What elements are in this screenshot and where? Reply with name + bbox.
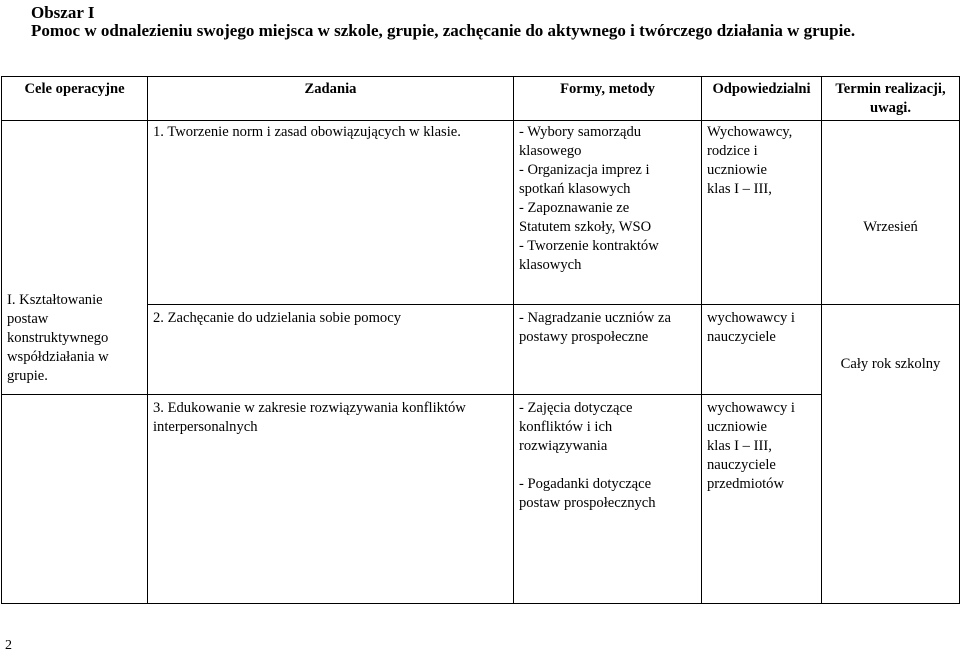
section-subtitle: Pomoc w odnalezieniu swojego miejsca w szkole, grupie, zachęcanie do aktywnego i twórczego działania w grupie. bbox=[31, 21, 856, 40]
forms-cell: - Nagradzanie uczniów za postawy prospołeczne bbox=[514, 305, 702, 395]
col-header-goals: Cele operacyjne bbox=[2, 77, 148, 121]
task-cell: 3. Edukowanie w zakresie rozwiązywania konfliktów interpersonalnych bbox=[148, 395, 514, 604]
responsible-cell: wychowawcy i uczniowie klas I – III, nauczyciele przedmiotów bbox=[702, 395, 822, 604]
section-title: Obszar I bbox=[31, 3, 95, 22]
term-cell: Cały rok szkolny bbox=[822, 305, 960, 604]
col-header-responsible: Odpowiedzialni bbox=[702, 77, 822, 121]
col-header-term: Termin realizacji, uwagi. bbox=[822, 77, 960, 121]
col-header-tasks: Zadania bbox=[148, 77, 514, 121]
responsible-cell: wychowawcy i nauczyciele bbox=[702, 305, 822, 395]
page-number: 2 bbox=[5, 638, 12, 653]
plan-table bbox=[1, 76, 960, 604]
task-cell: 1. Tworzenie norm i zasad obowiązujących w klasie. bbox=[148, 121, 514, 305]
responsible-cell: Wychowawcy, rodzice i uczniowie klas I – III, bbox=[702, 121, 822, 305]
table-row bbox=[2, 395, 960, 604]
goal-cell: I. Kształtowanie postaw konstruktywnego współdziałania w grupie. bbox=[2, 121, 148, 395]
table-row bbox=[2, 121, 960, 305]
task-cell: 2. Zachęcanie do udzielania sobie pomocy bbox=[148, 305, 514, 395]
term-cell: Wrzesień bbox=[822, 121, 960, 305]
goal-cell-empty bbox=[2, 395, 148, 604]
forms-cell: - Zajęcia dotyczące konfliktów i ich rozwiązywania - Pogadanki dotyczące postaw prospołecznych bbox=[514, 395, 702, 604]
header-row bbox=[2, 77, 960, 121]
col-header-forms: Formy, metody bbox=[514, 77, 702, 121]
forms-cell: - Wybory samorządu klasowego - Organizacja imprez i spotkań klasowych - Zapoznawanie ze Statutem szkoły, WSO - Tworzenie kontraktów klasowych bbox=[514, 121, 702, 305]
